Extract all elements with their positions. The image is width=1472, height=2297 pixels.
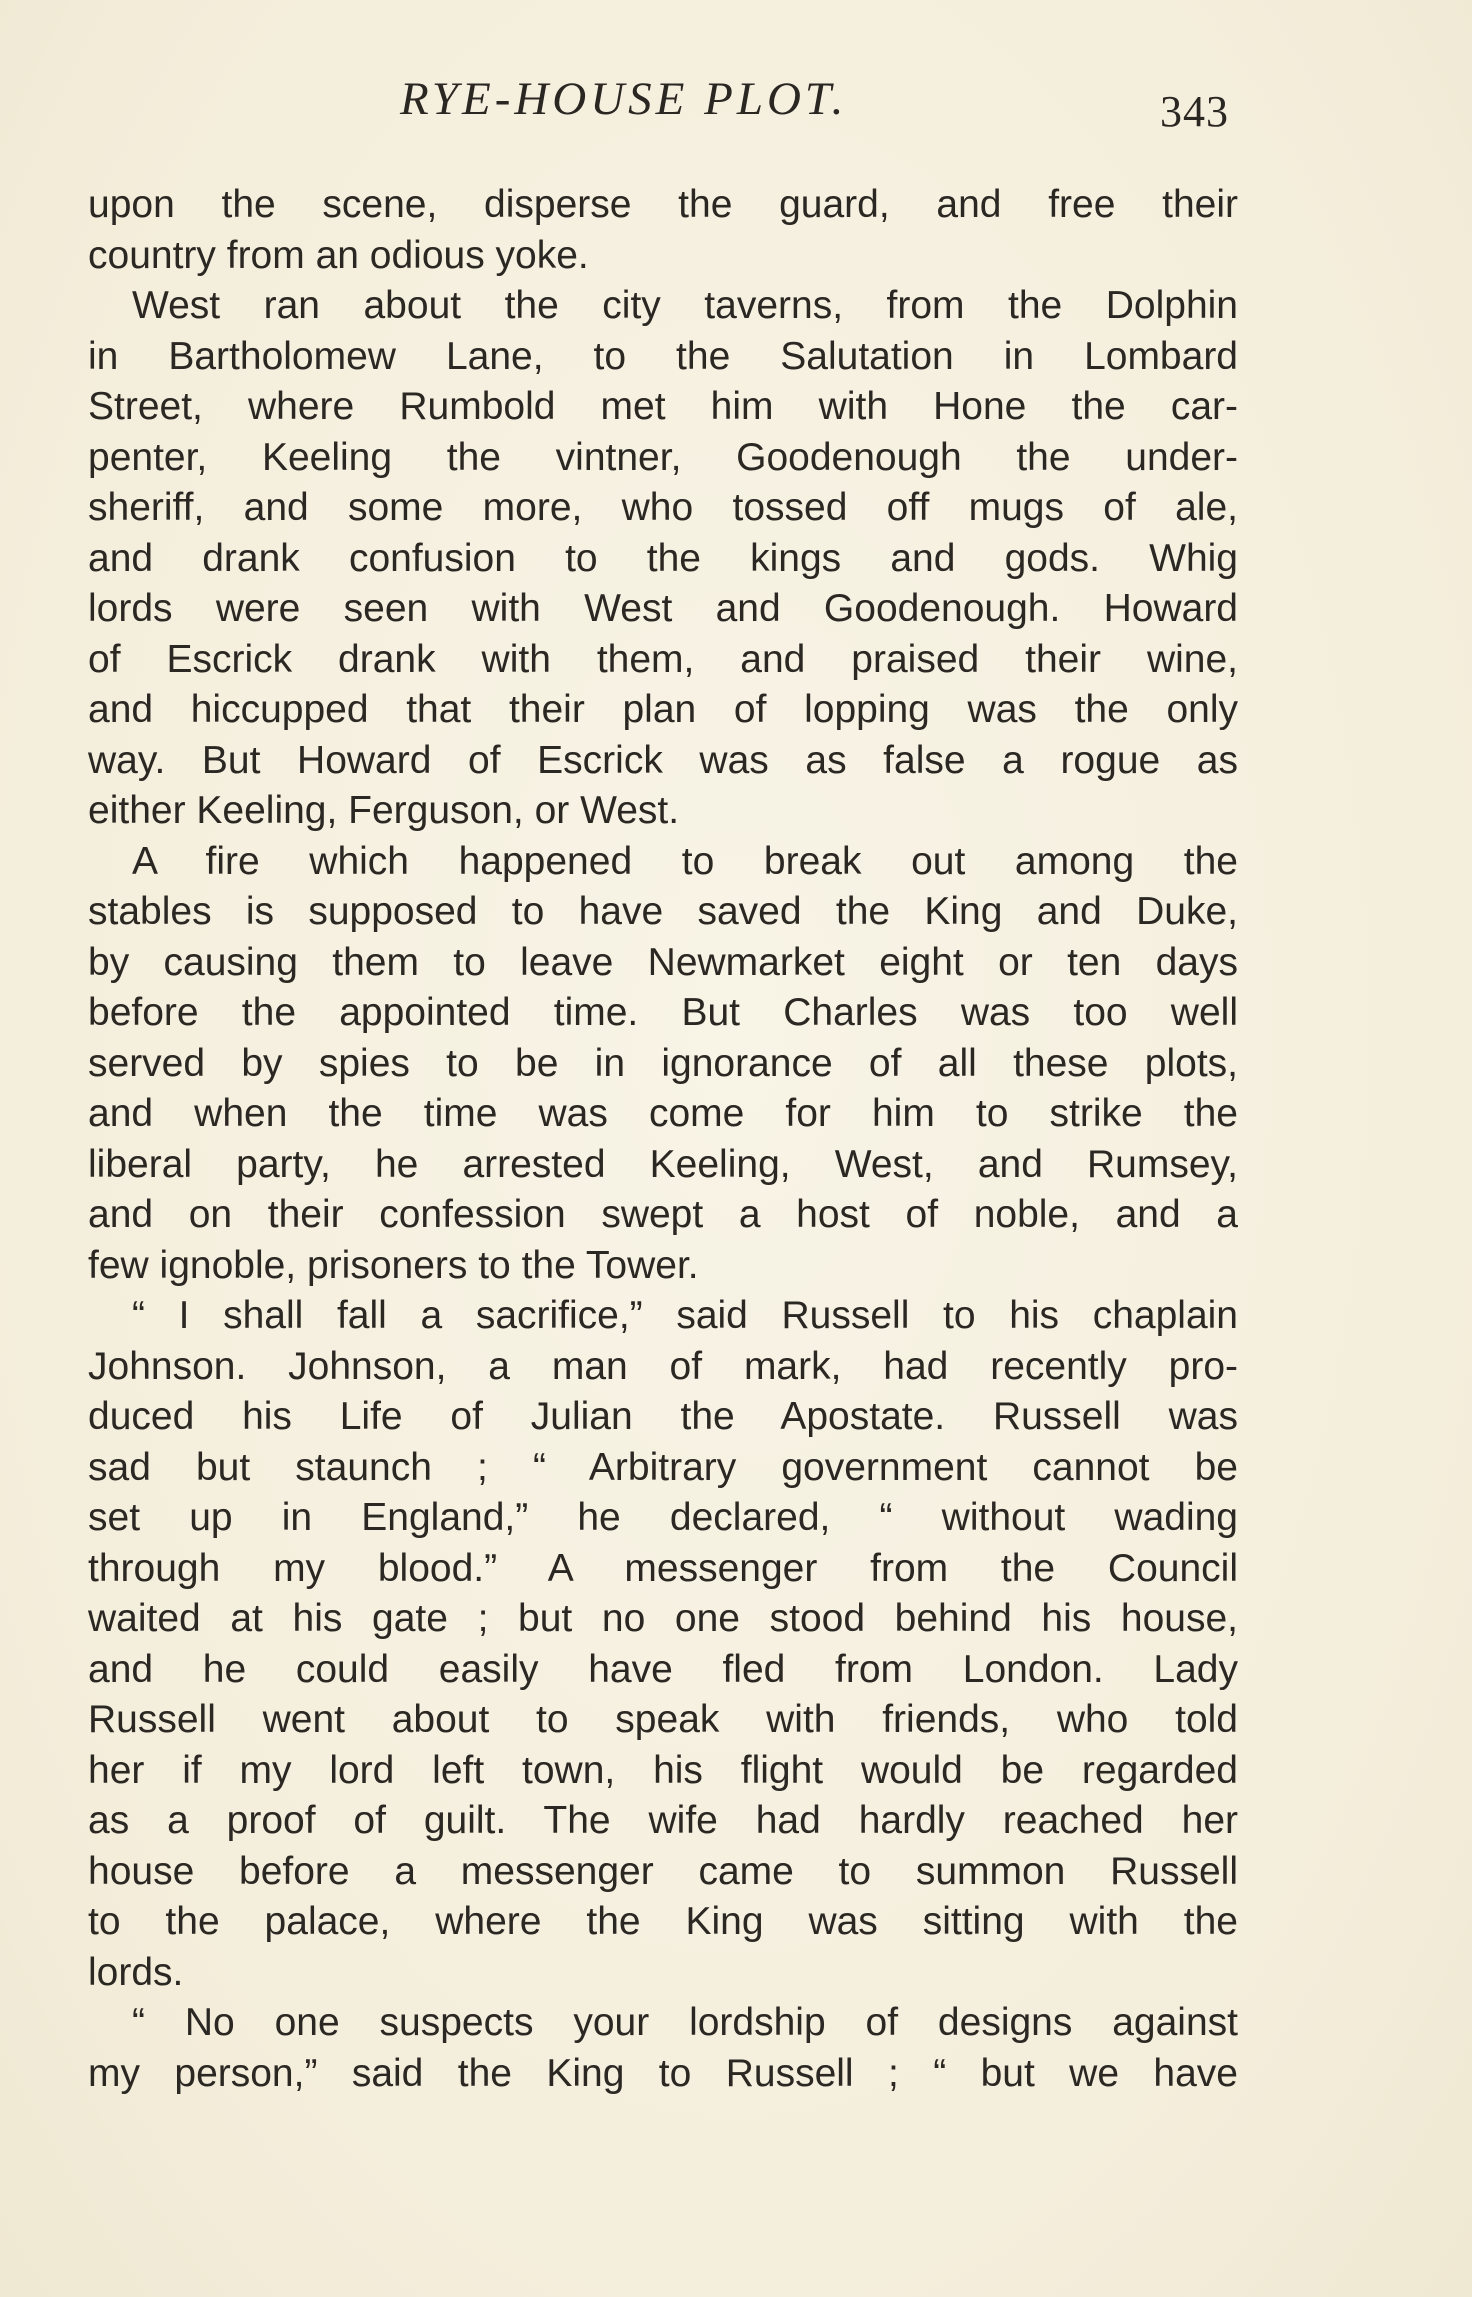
text-line: before the appointed time. But Charles was too well (88, 991, 1238, 1034)
text-line: sheriff, and some more, who tossed off mugs of ale, (88, 486, 1238, 529)
text-line: in Bartholomew Lane, to the Salutation in Lombard (88, 334, 1238, 378)
text-line: set up in England,” he declared, “ without wading (88, 1496, 1238, 1539)
text-line: and he could easily have fled from London. Lady (88, 1647, 1238, 1691)
text-line: “ No one suspects your lordship of designs against (132, 2001, 1238, 2044)
text-line: stables is supposed to have saved the King and Duke, (88, 890, 1238, 933)
text-line: Street, where Rumbold met him with Hone the car- (88, 385, 1238, 428)
text-line: to the palace, where the King was sitting with the (88, 1900, 1238, 1943)
running-title: RYE-HOUSE PLOT. (400, 73, 848, 125)
text-line: West ran about the city taverns, from the Dolphin (132, 284, 1238, 327)
text-line: duced his Life of Julian the Apostate. Russell was (88, 1395, 1238, 1438)
text-line: “ I shall fall a sacrifice,” said Russell to his chaplain (132, 1294, 1238, 1337)
text-line: liberal party, he arrested Keeling, West, and Rumsey, (88, 1142, 1238, 1186)
text-line: upon the scene, disperse the guard, and free their (88, 183, 1238, 226)
text-line: lords were seen with West and Goodenough. Howard (88, 587, 1238, 630)
text-line: either Keeling, Ferguson, or West. (88, 789, 680, 832)
text-line: Russell went about to speak with friends, who told (88, 1698, 1238, 1741)
text-line: by causing them to leave Newmarket eight or ten days (88, 940, 1238, 984)
text-line: sad but staunch ; “ Arbitrary government cannot be (88, 1445, 1238, 1489)
body-text (88, 180, 1238, 2099)
text-line: A fire which happened to break out among the (132, 839, 1238, 883)
text-line: and on their confession swept a host of noble, and a (88, 1193, 1238, 1236)
text-line: lords. (88, 1950, 184, 1994)
text-line: waited at his gate ; but no one stood behind his house, (88, 1597, 1238, 1640)
running-head (0, 72, 1472, 142)
text-line: penter, Keeling the vintner, Goodenough the under- (88, 435, 1238, 479)
text-line: Johnson. Johnson, a man of mark, had recently pro- (88, 1344, 1238, 1388)
text-line: and hiccupped that their plan of lopping was the only (88, 688, 1238, 731)
text-line: way. But Howard of Escrick was as false a rogue as (88, 738, 1238, 782)
text-line: and drank confusion to the kings and gods. Whig (88, 536, 1238, 580)
text-line: through my blood.” A messenger from the Council (88, 1546, 1238, 1590)
text-line: as a proof of guilt. The wife had hardly reached her (88, 1799, 1238, 1842)
text-line: of Escrick drank with them, and praised their wine, (88, 637, 1238, 681)
text-line: house before a messenger came to summon Russell (88, 1849, 1238, 1893)
text-line: few ignoble, prisoners to the Tower. (88, 1243, 699, 1287)
text-line: country from an odious yoke. (88, 233, 589, 277)
text-line: my person,” said the King to Russell ; “ but we have (88, 2051, 1238, 2095)
text-line: her if my lord left town, his flight would be regarded (88, 1748, 1238, 1792)
text-line: served by spies to be in ignorance of all these plots, (88, 1041, 1238, 1085)
text-line: and when the time was come for him to strike the (88, 1092, 1238, 1135)
page-number: 343 (1160, 87, 1229, 136)
